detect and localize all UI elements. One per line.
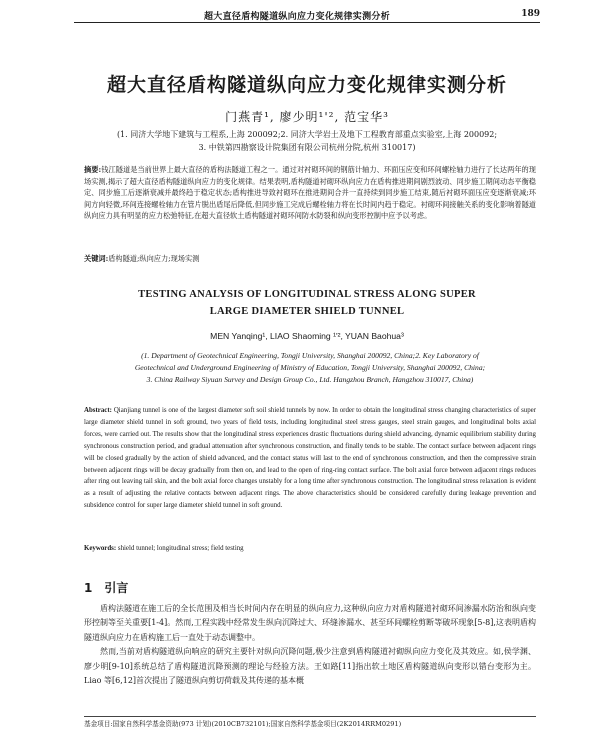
english-keywords-label: Keywords: [84,545,117,552]
body-text [84,602,536,688]
chinese-abstract [84,164,536,222]
section-title: 引言 [104,581,129,595]
body-paragraph: 盾构法隧道在施工后的全长范围及相当长时间内存在明显的纵向应力,这种纵向应力对盾构隧道衬砌环间渗漏水防治和纵向变形控制等至关重要[1-4]。然而,工程实践中经常发生纵向沉降过大、环缝渗漏水、甚至环间螺栓剪断等破坏现象[5-8],这表明盾构隧道纵向应力在盾构施工后一直处于动态调整中。 [84,604,536,642]
section-heading [84,579,128,596]
english-abstract-text: Qianjiang tunnel is one of the largest diameter soft soil shield tunnels by now. In order to obtain the longitudinal stress changing characteristics of super large diameter shield tunnel in soft ground, two years of field tests, including longitudinal steel stress gauges, steel strain gauges, and longitudinal bolts axial forces, were carried out. The results show that the longitudinal stress experiences drastic fluctuations during shield advancing, dynamic equilibrium stability during synchronous construction period, and gradual attenuation after synchronous construction, and finally tends to be stable. The contact surface between adjacent rings will be closed gradually by the action of shield advanced, and the contact status will last to the end of synchronous construction, and then the compressive strain between adjacent rings will be decay gradually from then on, and lead to the open of ring-ring contact surface. The bolt axial force between adjacent rings reduces after ring out leaving tail skin, and the bolt axial force changes unstably for a long time after synchronous construction. The longitudinal stress relaxation is evident as a result of adjusting the relative contacts between adjacent rings. The above characteristics should be considered carefully during leakage prevention and subsidence control for super large diameter shield tunnel in soft ground. [84,407,536,510]
body-paragraph: 然而,当前对盾构隧道纵向响应的研究主要针对纵向沉降问题,极少注意到盾构隧道衬砌纵向应力变化及其效应。如,侯学渊、廖少明[9-10]系统总结了盾构隧道沉降预测的理论与经验方法。王如路[11]指出软土地区盾构隧道纵向变形以错台变形为主。Liao 等[6,12]首次提出了隧道纵向剪切荷载及其传递的基本概 [84,647,536,686]
chinese-affiliation-line: (1. 同济大学地下建筑与工程系,上海 200092;2. 同济大学岩土及地下工程教育部重点实验室,上海 200092; [116,130,498,139]
section-number: 1 [84,581,93,595]
chinese-affiliations [74,128,540,154]
english-abstract-label: Abstract: [84,407,112,414]
english-keywords-text: shield tunnel; longitudinal stress; field testing [117,545,244,552]
chinese-keywords [84,254,536,264]
english-affiliations [84,350,536,386]
english-affiliation-line: 3. China Railway Siyuan Survey and Design Group Co., Ltd. Hangzhou Branch, Hangzhou 310017, China) [146,375,474,384]
chinese-keywords-text: 盾构隧道;纵向应力;现场实测 [108,254,200,263]
chinese-title: 超大直径盾构隧道纵向应力变化规律实测分析 [106,74,507,96]
english-keywords [84,545,536,552]
chinese-abstract-text: 钱江隧道是当前世界上最大直径的盾构法隧道工程之一。通过对衬砌环间的钢筋计轴力、环面压应变和环间螺栓轴力进行了长达两年的现场实测,揭示了超大直径盾构隧道纵向应力的变化规律。结果表明,盾构隧道衬砌环纵向应力在盾构推进期间剧烈波动、同步施工期间动态平衡稳定、同步施工后逐渐衰减并最终趋于稳定状态;盾构推进导致衬砌环在推进期间合并一直持续到同步施工结束,随后衬砌环面压应变逐渐衰减;环间方向轻微,环间连接螺栓轴力在管片脱出盾尾后降低,但同步施工完成后螺栓轴力将在长时间内趋于稳定。衬砌环间接触关系的变化影响着隧道纵向应力具有明显的应力松弛特征,在超大直径软土盾构隧道衬砌环间防水防裂和纵向变形控制中应予以考虑。 [84,165,536,221]
funding-footnote: 基金项目:国家自然科学基金资助(973 计划)(2010CB732101);国家自然科学基金项目(2K2014RRM0291) [84,716,536,728]
page-number: 189 [521,9,540,19]
english-authors: MEN Yanqing¹, LIAO Shaoming ¹'², YUAN Baohua³ [210,331,404,341]
english-affiliation-line: (1. Department of Geotechnical Engineering, Tongji University, Shanghai 200092, China;2. Key Laboratory of [141,351,479,360]
chinese-abstract-label: 摘要: [84,165,102,174]
english-affiliation-line: Geotechnical and Underground Engineering of Ministry of Education, Tongji University, Shanghai 200092, China; [134,363,486,372]
english-title-line: TESTING ANALYSIS OF LONGITUDINAL STRESS ALONG SUPER [138,289,476,300]
english-title [74,286,540,320]
chinese-keywords-label: 关键词: [84,254,109,263]
running-head [74,9,540,23]
chinese-affiliation-line: 3. 中铁第四勘察设计院集团有限公司杭州分院,杭州 310017) [198,143,416,152]
chinese-authors: 门燕青¹, 廖少明¹'², 范宝华³ [225,110,389,124]
running-head-title: 超大直径盾构隧道纵向应力变化规律实测分析 [204,12,391,22]
english-abstract [84,405,536,512]
english-title-line: LARGE DIAMETER SHIELD TUNNEL [209,306,405,317]
